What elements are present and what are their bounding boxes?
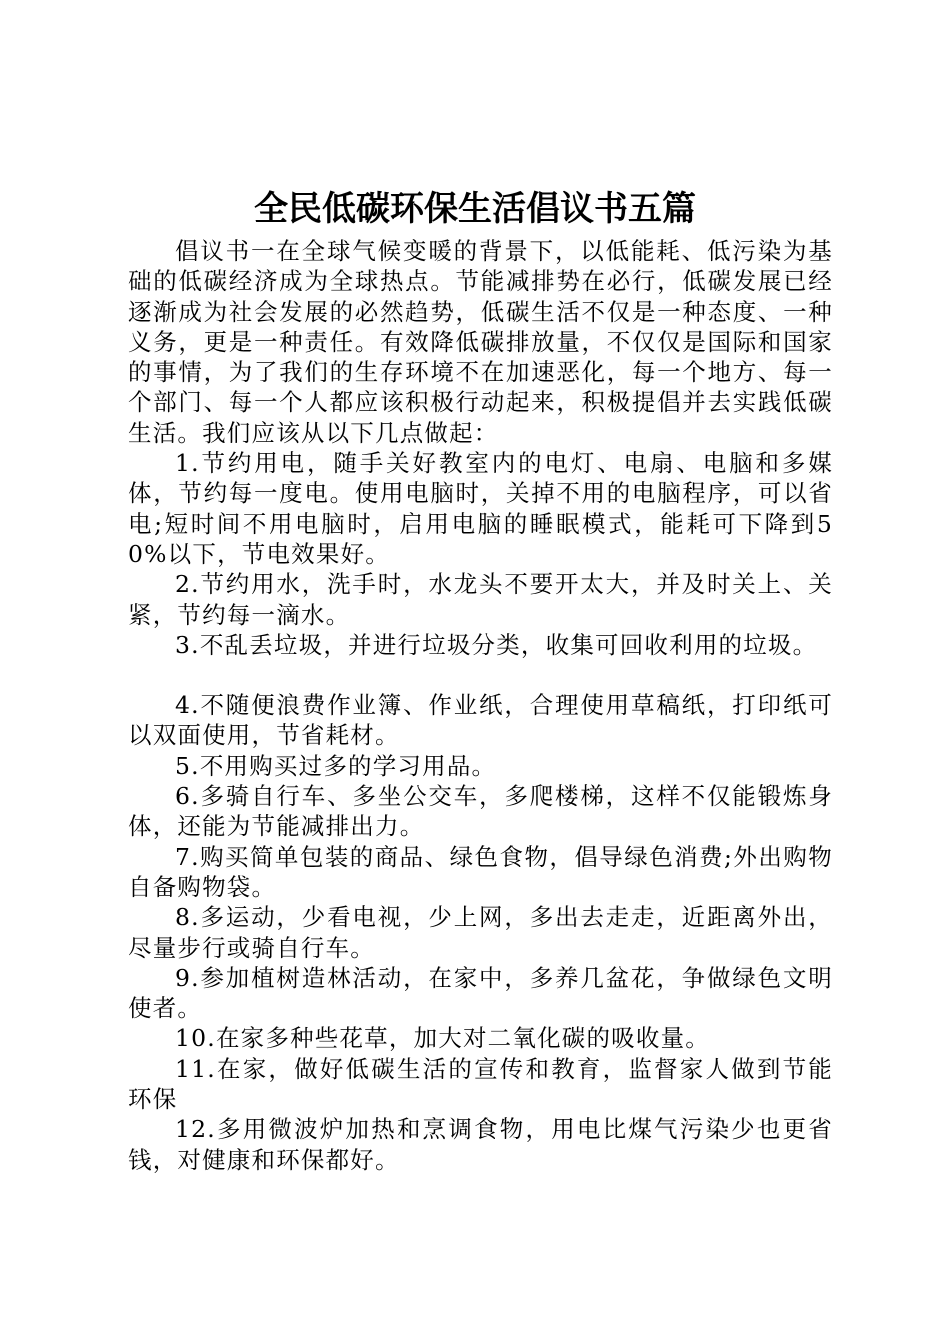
list-item-3: 3.不乱丢垃圾，并进行垃圾分类，收集可回收利用的垃圾。: [175, 630, 818, 659]
list-item-5: 5.不用购买过多的学习用品。: [175, 751, 497, 780]
list-item-9: 9.参加植树造林活动，在家中，多养几盆花，争做绿色文明使者。: [128, 963, 833, 1023]
list-item-6: 6.多骑自行车、多坐公交车，多爬楼梯，这样不仅能锻炼身体，还能为节能减排出力。: [128, 782, 833, 841]
list-item-2: 2.节约用水，洗手时，水龙头不要开太大，并及时关上、关紧，节约每一滴水。: [128, 570, 833, 629]
list-item-4: 4.不随便浪费作业簿、作业纸，合理使用草稿纸，打印纸可以双面使用，节省耗材。: [128, 691, 833, 750]
list-item-8: 8.多运动，少看电视，少上网，多出去走走，近距离外出，尽量步行或骑自行车。: [128, 903, 833, 962]
list-item-10: 10.在家多种些花草，加大对二氧化碳的吸收量。: [175, 1024, 710, 1053]
document-title: 全民低碳环保生活倡议书五篇: [254, 189, 696, 229]
list-item-7: 7.购买简单包装的商品、绿色食物，倡导绿色消费;外出购物自备购物袋。: [128, 842, 833, 901]
list-item-1: 1.节约用电，随手关好教室内的电灯、电扇、电脑和多媒体，节约每一度电。使用电脑时，关掉不用的电脑程序，可以省电;短时间不用电脑时，启用电脑的睡眠模式，能耗可下降到50%以下，节电效果好。: [128, 449, 833, 568]
intro-paragraph: 倡议书一在全球气候变暖的背景下，以低能耗、低污染为基础的低碳经济成为全球热点。节能减排势在必行，低碳发展已经逐渐成为社会发展的必然趋势，低碳生活不仅是一种态度、一种义务，更是一种责任。有效降低碳排放量，不仅仅是国际和国家的事情，为了我们的生存环境不在加速恶化，每一个地方、每一个部门、每一个人都应该积极行动起来，积极提倡并去实践低碳生活。我们应该从以下几点做起：: [128, 237, 833, 447]
document-body: [128, 236, 833, 1175]
list-item-12: 12.多用微波炉加热和烹调食物，用电比煤气污染少也更省钱，对健康和环保都好。: [128, 1115, 833, 1174]
list-item-11: 11.在家，做好低碳生活的宣传和教育，监督家人做到节能环保: [128, 1054, 833, 1114]
